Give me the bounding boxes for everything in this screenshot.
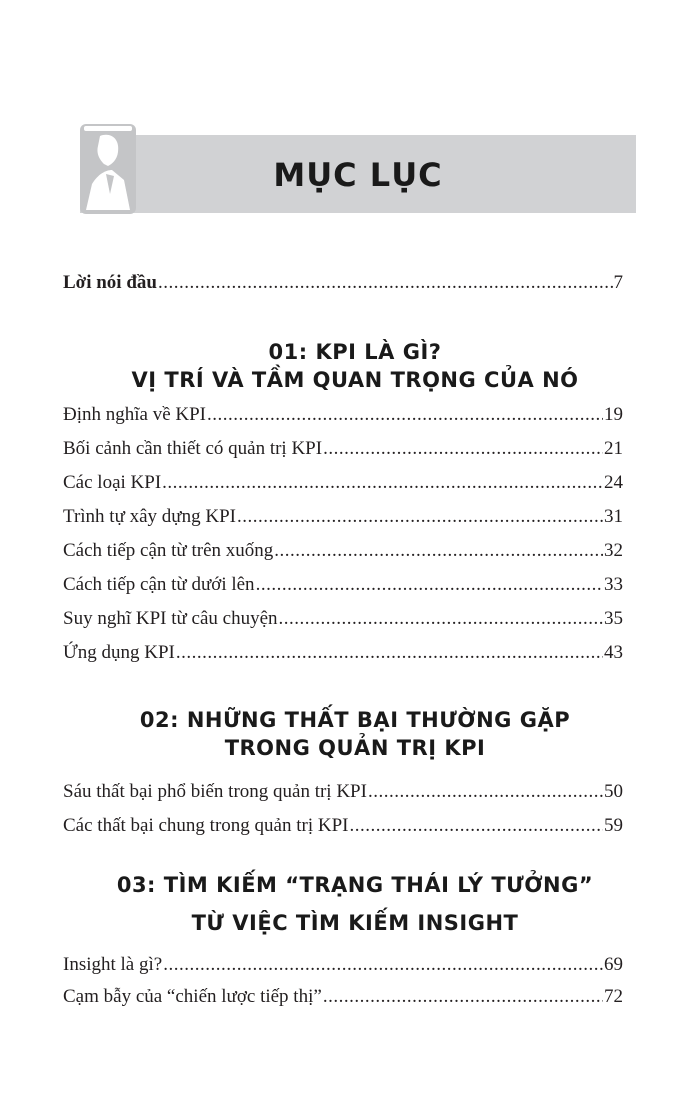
chapter-heading xyxy=(40,338,670,394)
chapter-title-line: TỪ VIỆC TÌM KIẾM INSIGHT xyxy=(191,911,519,935)
toc-entry-label: Insight là gì? xyxy=(63,954,163,975)
dot-leader xyxy=(349,815,603,837)
toc-entry[interactable] xyxy=(63,642,623,668)
toc-entry[interactable] xyxy=(63,438,623,464)
toc-entry[interactable] xyxy=(63,781,623,807)
toc-entry-label: Lời nói đầu xyxy=(63,272,157,293)
dot-leader xyxy=(368,781,603,803)
toc-entry[interactable] xyxy=(63,986,623,1012)
toc-entry[interactable] xyxy=(63,404,623,430)
toc-entry-page: 32 xyxy=(604,540,623,561)
dot-leader xyxy=(158,272,613,294)
dot-leader xyxy=(162,472,603,494)
toc-entry[interactable] xyxy=(63,815,623,841)
toc-entry-page: 50 xyxy=(604,781,623,802)
toc-entry-label: Các loại KPI xyxy=(63,472,162,493)
dot-leader xyxy=(237,506,603,528)
chapter-heading xyxy=(40,706,670,762)
toc-entry-label: Ứng dụng KPI xyxy=(63,642,175,663)
chapter-title-line: 01: KPI LÀ GÌ? xyxy=(268,340,442,364)
dot-leader xyxy=(323,986,603,1008)
toc-entry-page: 69 xyxy=(604,954,623,975)
page-title: MỤC LỤC xyxy=(273,156,443,194)
toc-entry-page: 24 xyxy=(604,472,623,493)
toc-entry[interactable] xyxy=(63,540,623,566)
toc-entry-page: 43 xyxy=(604,642,623,663)
dot-leader xyxy=(176,642,603,664)
toc-entry-label: Suy nghĩ KPI từ câu chuyện xyxy=(63,608,278,629)
toc-entry[interactable] xyxy=(63,506,623,532)
toc-entry-label: Các thất bại chung trong quản trị KPI xyxy=(63,815,349,836)
toc-entry[interactable] xyxy=(63,954,623,980)
chapter-title-line: 02: NHỮNG THẤT BẠI THƯỜNG GẶP xyxy=(139,708,571,732)
toc-entry[interactable] xyxy=(63,472,623,498)
chapter-title-line: TRONG QUẢN TRỊ KPI xyxy=(224,736,486,760)
toc-entry[interactable] xyxy=(63,608,623,634)
dot-leader xyxy=(323,438,603,460)
dot-leader xyxy=(279,608,603,630)
toc-entry-page: 59 xyxy=(604,815,623,836)
toc-entry-page: 33 xyxy=(604,574,623,595)
toc-entry-page: 72 xyxy=(604,986,623,1007)
chapter-title-line: VỊ TRÍ VÀ TẦM QUAN TRỌNG CỦA NÓ xyxy=(131,368,579,392)
toc-entry[interactable] xyxy=(63,574,623,600)
toc-entry-label: Cạm bẫy của “chiến lược tiếp thị” xyxy=(63,986,322,1007)
dot-leader xyxy=(256,574,603,596)
chapter-title-line: 03: TÌM KIẾM “TRẠNG THÁI LÝ TƯỞNG” xyxy=(116,873,594,897)
toc-entry-label: Định nghĩa về KPI xyxy=(63,404,207,425)
dot-leader xyxy=(207,404,603,426)
dot-leader xyxy=(274,540,603,562)
toc-entry-label: Cách tiếp cận từ dưới lên xyxy=(63,574,255,595)
toc-entry-page: 19 xyxy=(604,404,623,425)
toc-entry-label: Sáu thất bại phổ biến trong quản trị KPI xyxy=(63,781,367,802)
toc-entry-preface[interactable] xyxy=(63,272,623,298)
toc-entry-label: Bối cảnh cần thiết có quản trị KPI xyxy=(63,438,323,459)
toc-entry-label: Trình tự xây dựng KPI xyxy=(63,506,236,527)
toc-entry-label: Cách tiếp cận từ trên xuống xyxy=(63,540,274,561)
chapter-heading xyxy=(40,866,670,942)
toc-entry-page: 35 xyxy=(604,608,623,629)
toc-entry-page: 7 xyxy=(613,272,623,293)
toc-entry-page: 21 xyxy=(604,438,623,459)
dot-leader xyxy=(163,954,603,976)
toc-entry-page: 31 xyxy=(604,506,623,527)
